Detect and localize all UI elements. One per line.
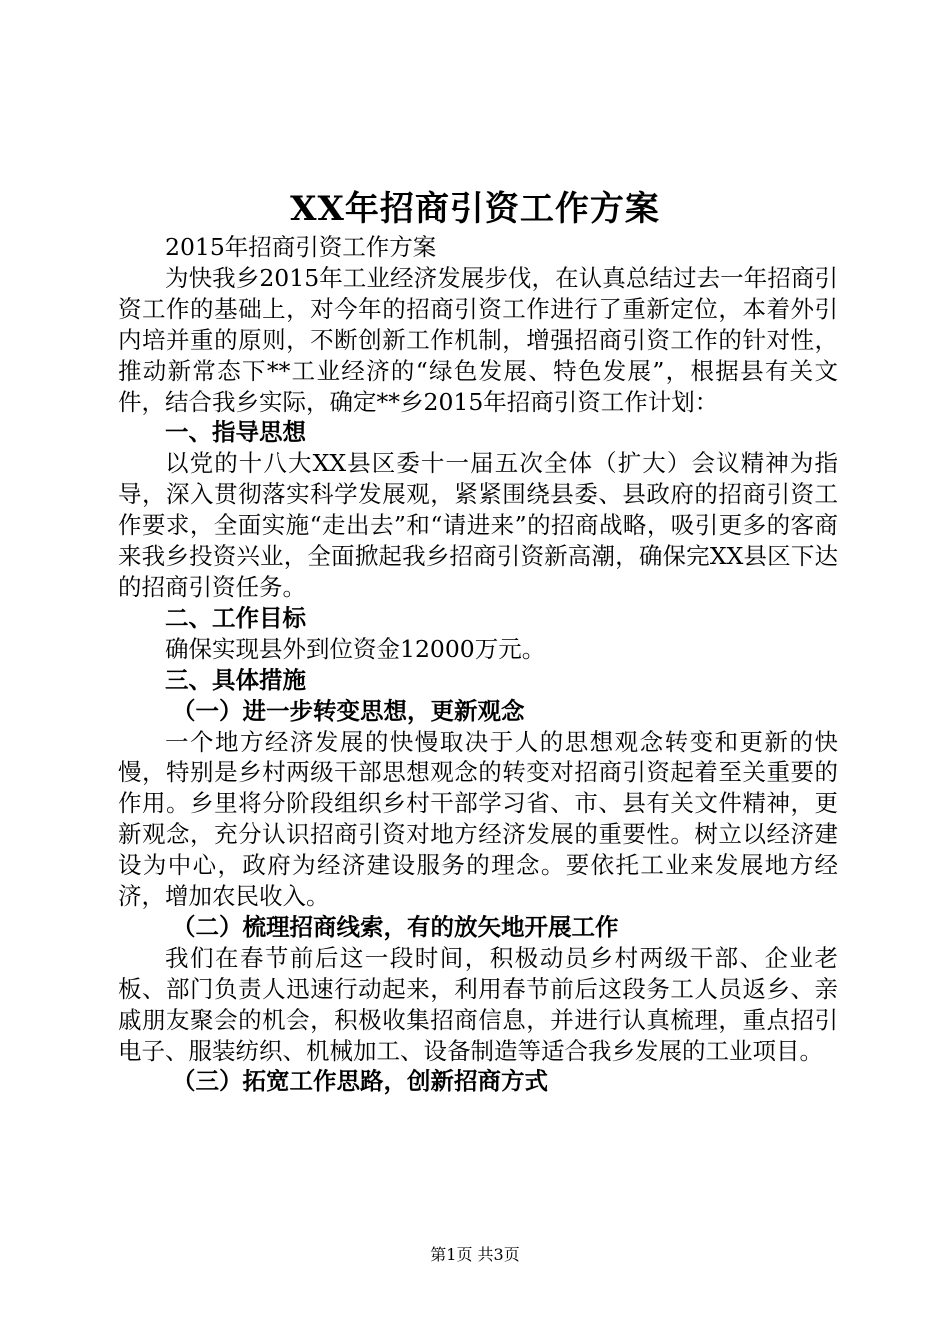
section-paragraph-guiding-ideology: 以党的十八大XX县区委十一届五次全体（扩大）会议精神为指导，深入贯彻落实科学发展观，紧紧围绕县委、县政府的招商引资工作要求，全面实施“走出去”和“请进来”的招商战略，吸引更多的客商来我乡投资兴业，全面掀起我乡招商引资新高潮，确保完XX县区下达的招商引资任务。 — [118, 449, 838, 601]
document-body — [118, 232, 838, 1097]
section-paragraph-work-goals: 确保实现县外到位资金12000万元。 — [165, 634, 546, 663]
measure-heading-1: （一）进一步转变思想，更新观念 — [172, 696, 525, 725]
measure-paragraph-1: 一个地方经济发展的快慢取决于人的思想观念转变和更新的快慢，特别是乡村两级干部思想观念的转变对招商引资起着至关重要的作用。乡里将分阶段组织乡村干部学习省、市、县有关文件精神，更新观念，充分认识招商引资对地方经济发展的重要性。树立以经济建设为中心，政府为经济建设服务的理念。要依托工业来发展地方经济，增加农民收入。 — [118, 727, 838, 911]
intro-paragraph: 为快我乡2015年工业经济发展步伐，在认真总结过去一年招商引资工作的基础上，对今年的招商引资工作进行了重新定位，本着外引内培并重的原则，不断创新工作机制，增强招商引资工作的针对性，推动新常态下**工业经济的“绿色发展、特色发展”，根据县有关文件，结合我乡实际，确定**乡2015年招商引资工作计划： — [118, 263, 838, 416]
document-subtitle: 2015年招商引资工作方案 — [165, 233, 437, 261]
section-heading-guiding-ideology: 一、指导思想 — [165, 418, 306, 447]
section-heading-specific-measures: 三、具体措施 — [165, 665, 306, 694]
measure-heading-3: （三）拓宽工作思路，创新招商方式 — [172, 1067, 549, 1096]
document-title: XX年招商引资工作方案 — [290, 189, 660, 229]
section-heading-work-goals: 二、工作目标 — [165, 603, 306, 632]
page-number-footer: 第1页 共3页 — [430, 1245, 520, 1264]
measure-heading-2: （二）梳理招商线索，有的放矢地开展工作 — [172, 912, 619, 941]
measure-paragraph-2: 我们在春节前后这一段时间，积极动员乡村两级干部、企业老板、部门负责人迅速行动起来，利用春节前后这段务工人员返乡、亲戚朋友聚会的机会，积极收集招商信息，并进行认真梳理，重点招引电子、服装纺织、机械加工、设备制造等适合我乡发展的工业项目。 — [118, 943, 838, 1065]
